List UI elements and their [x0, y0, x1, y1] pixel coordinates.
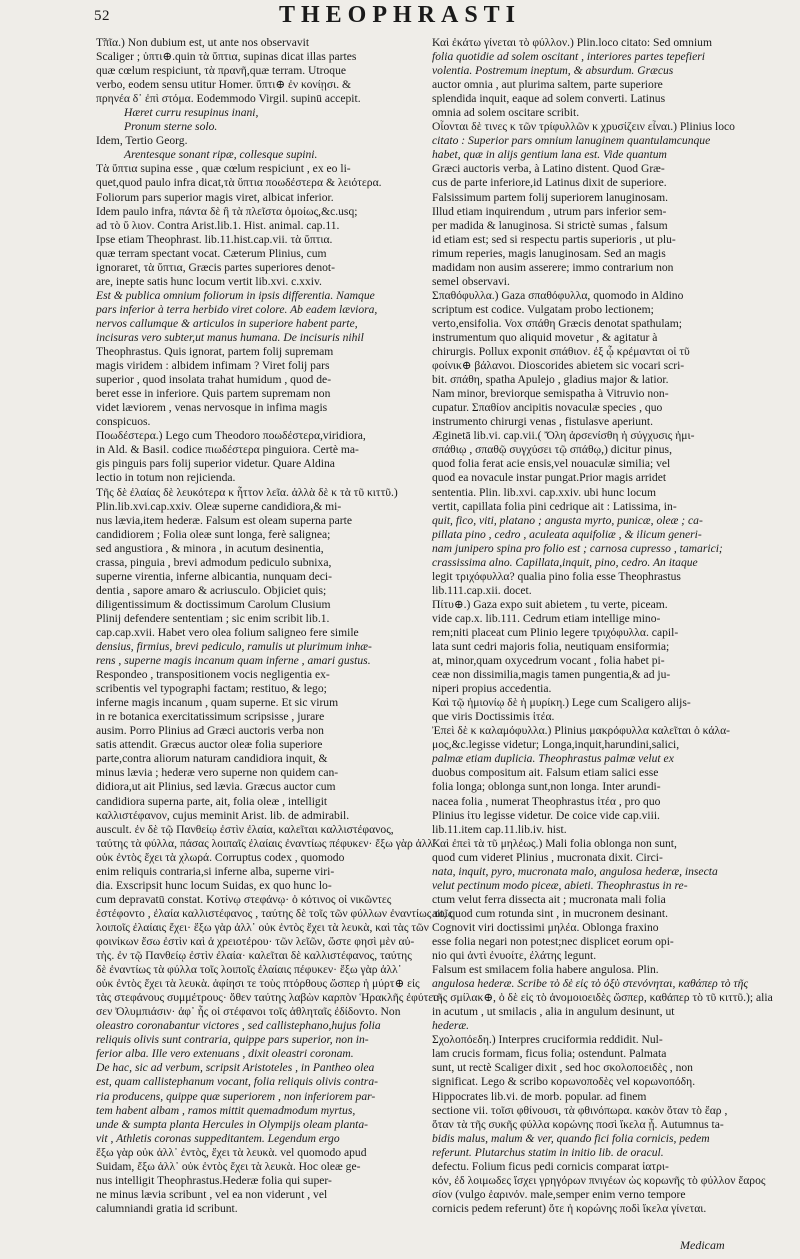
- text-line: Græci auctoris verba, à Latino distent. Quod Græ-: [432, 162, 665, 176]
- text-line: quæ terram spectant vocat. Cæterum Plinius, cum: [96, 246, 327, 260]
- page-header: [0, 0, 800, 40]
- text-line: volentia. Postremum ineptum, & absurdum. Græcus: [432, 64, 674, 78]
- text-line: crassissima alno. Capillata,inquit, pino, cedro. An itaque: [432, 555, 698, 569]
- text-line: velut pectinum modo piceæ, abieti. Theophrastus in re-: [432, 878, 688, 892]
- catchword: Medicam: [680, 1238, 725, 1252]
- text-line: τὰς στεφάνους συμμέτρους· ὅθεν ταύτης λαβὼν καρπὸν Ἡρακλῆς ἐφύτευ-: [96, 991, 443, 1005]
- text-line: incisuras vero subter,ut manus humana. De incisuris nihil: [96, 330, 364, 344]
- text-line: in Ald. & Basil. codice πιωδέστερα pinguiora. Certè ma-: [96, 443, 359, 457]
- text-line: instrumentum quo aliquid movetur , & agitatur à: [432, 330, 658, 344]
- text-line: Πίτυ⊕.) Gaza expo suit abietem , tu verte, piceam.: [432, 597, 668, 611]
- text-line: videt læviorem , venas nervosque in infima magis: [96, 401, 328, 415]
- text-line: bidis malus, malum & ver, quando fici folia cornicis, pedem: [432, 1131, 710, 1145]
- text-line: ceæ non dissimilia,magis tamen pungentia,& ad ju-: [432, 668, 671, 682]
- text-line: Falsissimum partem folij superiorem lanuginosam.: [432, 190, 669, 204]
- text-line: Τῆς δὲ ἐλαίας δὲ λευκότερα κ ἧττον λεῖα. ἀλλὰ δὲ κ τὰ τῦ κιττῦ.): [96, 485, 398, 499]
- text-line: Cognovit viri doctissimi μηλέα. Oblonga fraxino: [432, 920, 659, 934]
- text-line: rimum reperies, magis lanuginosam. Sed an magis: [432, 246, 666, 260]
- text-line: Plin.lib.xvi.cap.xxiv. Oleæ superne candidiora,& mi-: [96, 499, 342, 513]
- text-line: esse folia negari non potest;nec displicet eorum opi-: [432, 935, 674, 948]
- text-line: Pronum sterne solo.: [124, 120, 218, 134]
- text-line: folia longa; oblonga sunt,non longa. Inter arundi-: [432, 780, 661, 794]
- text-line: οὐκ ἐντὸς ἔχει τὰ λευκὰ. ἀφίησι τε τοὺς πτόρθους ὥσπερ ἡ μύρτ⊕ εἰς: [96, 977, 420, 991]
- text-line: omnia ad solem oscitare scribit.: [432, 106, 580, 120]
- text-line: ad τὸ ὕ λιον. Contra Arist.lib.1. Hist. animal. cap.11.: [96, 218, 340, 232]
- running-head: THEOPHRASTI: [278, 2, 522, 28]
- text-line: per madida & lanuginosa. Si strictè sumas , falsum: [432, 218, 668, 232]
- text-line: οὐκ ἐντὸς ἔχει τὰ χλωρά. Corruptus codex , quomodo: [96, 850, 345, 864]
- text-line: verto,ensifolia. Vox σπάθη Græcis denotat spathulam;: [432, 316, 682, 330]
- text-line: duobus compositum ait. Falsum etiam salici esse: [432, 766, 659, 780]
- text-line: Arentesque sonant ripæ, collesque supini.: [124, 148, 318, 162]
- text-line: ἔξω γὰρ οὐκ ἀλλ᾽ ἐντὸς, ἔχει τὰ λευκὰ. vel quomodo apud: [96, 1145, 367, 1159]
- text-line: ait, quod cum rotunda sint , in mucronem desinant.: [432, 906, 669, 920]
- text-line: vide cap.x. lib.111. Cedrum etiam intellige mino-: [432, 611, 661, 625]
- text-line: ne minus lævia scribunt , vel ea non viderunt , vel: [96, 1187, 328, 1201]
- text-line: Foliorum pars superior magis viret, albicat inferior.: [96, 190, 334, 204]
- text-line: Illud etiam inquirendum , utrum pars inferior sem-: [432, 204, 667, 218]
- text-line: Theophrastus. Quis ignorat, partem folij supremam: [96, 345, 334, 359]
- text-line: τῆς σμίλακ⊕, ὁ δὲ εἰς τὸ ἀνομοιοειδὲς ὥσπερ, καθάπερ τὸ τῦ κιττῦ.); alia: [432, 991, 773, 1005]
- text-line: De hac, sic ad verbum, scripsit Aristoteles , in Pantheo olea: [96, 1061, 375, 1075]
- text-line: citato : Superior pars omnium lanuginem quantulamcunque: [432, 134, 711, 148]
- text-line: sunt, ut rectè Scaliger dixit , sed hoc σκολοποειδὲς , non: [432, 1061, 693, 1075]
- text-line: cupatur. Σπαθίον ancipitis novaculæ species , quo: [432, 401, 663, 415]
- text-line: instrumento chirurgi venas , fistulasve aperiunt.: [432, 415, 653, 429]
- text-line: Suidam, ἔξω ἀλλ᾽ οὐκ ἐντὸς ἔχει τὰ λευκὰ. Hoc oleæ ge-: [96, 1159, 361, 1173]
- text-line: Scaliger ; ὑπτι⊕.quin τὰ ὕπτια, supinas dicat illas partes: [96, 50, 357, 64]
- text-line: nam junipero spina pro folio est ; carnosa cupresso , tamarici;: [432, 541, 723, 555]
- text-line: bit. σπάθη, spatha Apulejo , gladius major & latior.: [432, 373, 669, 387]
- text-line: tem habent albam , ramos mittit quemadmodum myrtus,: [96, 1103, 356, 1117]
- text-line: ria producens, quippe quæ superiorem , non inferiorem par-: [96, 1089, 376, 1103]
- text-line: ausim. Porro Plinius ad Græci auctoris verba non: [96, 724, 324, 738]
- text-line: Æginetā lib.vi. cap.vii.( Ὄλη ἀρσενίσθη ἡ σύγχυσις ἡμι-: [432, 429, 695, 443]
- text-line: nacea folia , numerat Theophrastus ἰτέα , pro quo: [432, 794, 661, 808]
- text-line: dentia , sapore amaro & acriusculo. Objiciet quis;: [96, 583, 327, 597]
- text-line: conspicuos.: [96, 415, 151, 429]
- text-line: Nam minor, breviorque semispatha à Vitruvio non-: [432, 387, 669, 401]
- text-line: σπάθιῳ , σπαθῷ συγχύσει τῷ σπάθῳ,) dicitur pinus,: [432, 443, 672, 457]
- text-line: niperi propius accedentia.: [432, 682, 552, 696]
- text-line: quæ cœlum respiciunt, τὰ πρανῆ,quæ terram. Utroque: [96, 64, 347, 78]
- text-line: τὴς. ἐν τῷ Πανθείῳ ἐστὶν ἐλαία· καλεῖται δὲ καλλιστέφανος, ταύτης: [96, 949, 412, 963]
- text-line: sed angustiora , & minora , in acutum desinentia,: [96, 541, 324, 555]
- text-line: rens , superne magis incanum quam inferne , amari gustus.: [96, 654, 371, 668]
- text-line: quod cum videret Plinius , mucronata dixit. Circi-: [432, 850, 663, 864]
- text-line: Καὶ τῷ ἡμιονίῳ δὲ ἡ μυρίκη.) Lege cum Scaligero alijs-: [432, 696, 691, 710]
- text-line: crassa, pinguia , brevi admodum pediculo subnixa,: [96, 555, 332, 569]
- text-line: sectione vii. τοῖσι φθίνουσι, τὰ φθινόπωρα. κακὸν ὅταν τὸ ἔαρ ,: [432, 1103, 728, 1117]
- text-line: splendida inquit, eaque ad solem converti. Latinus: [432, 92, 666, 106]
- text-line: at, minor,quam oxycedrum vocant , folia habet pi-: [432, 654, 665, 668]
- text-line: habet, quæ in alijs gentium lana est. Vide quantum: [432, 148, 667, 162]
- text-line: ferior alba. Ille vero extenuans , dixit oleastri coronam.: [96, 1047, 354, 1061]
- text-line: Ἐπεὶ δὲ κ καλαμόφυλλα.) Plinius μακρόφυλλα καλεῖται ὁ κάλα-: [432, 724, 731, 738]
- text-line: lectio in totum non rejicienda.: [96, 471, 236, 485]
- text-line: ignoraret, τὰ ὕπτια, Græcis partes superiores denot-: [96, 260, 336, 274]
- text-line: Τὰ ὕπτια supina esse , quæ cœlum respiciunt , ex eo li-: [96, 162, 351, 176]
- text-line: folia quotidie ad solem oscitant , interiores partes tepefieri: [432, 50, 705, 64]
- text-line: oleastro coronabantur victores , sed callistephano,hujus folia: [96, 1019, 381, 1033]
- text-line: didiora,ut ait Plinius, sed lævia. Græcus auctor cum: [96, 780, 336, 794]
- text-line: que viris Doctissimis ἰτέα.: [432, 710, 555, 724]
- text-line: Falsum est smilacem folia habere angulosa. Plin.: [432, 963, 659, 977]
- text-line: auctor omnia , aut plurima saltem, parte superiore: [432, 78, 663, 92]
- text-line: inferne magis incanum , quam superne. Et sic virum: [96, 696, 339, 710]
- text-line: sententia. Plin. lib.xvi. cap.xxiv. ubi hunc locum: [432, 485, 657, 499]
- text-line: palmæ etiam duplicia. Theophrastus palmæ velut ex: [432, 752, 674, 766]
- text-line: scriptum est codice. Vulgatam probo lectionem;: [432, 302, 654, 316]
- text-line: ταύτης τὰ φύλλα, πάσας λοιπαῖς ἐλαίαις ἐναντίως πέφυκεν· ἔξω γὰρ ἀλλ᾽: [96, 836, 437, 850]
- text-line: cus de parte inferiore,id Latinus dixit de superiore.: [432, 176, 667, 190]
- text-line: Hippocrates lib.vi. de morb. popular. ad finem: [432, 1089, 647, 1103]
- text-line: ἐστέφοντο , ἐλαία καλλιστέφανος , ταύτης δὲ τοῖς τῶν φύλλων ἐναντίως τοῖς: [96, 906, 453, 920]
- text-line: σίον (vulgo ἑαρινόν. male,semper enim verno tempore: [432, 1187, 686, 1201]
- text-line: quod ea novacule instar pungat.Prior magis arridet: [432, 471, 667, 485]
- text-line: enim reliquis contraria,si inferne alba, superne viri-: [96, 864, 335, 878]
- text-line: Καὶ ἐκάτω γίνεται τὸ φύλλον.) Plin.loco citato: Sed omnium: [432, 36, 712, 49]
- text-line: unde & sumpta planta Hercules in Olympijs oleam planta-: [96, 1117, 368, 1131]
- text-line: candidiora superna parte, ait, folia oleæ , intelligit: [96, 794, 328, 808]
- text-line: nata, inquit, pyro, mucronata malo, angulosa hederæ, insecta: [432, 864, 718, 878]
- text-line: densius, firmius, brevi pediculo, ramulis ut plurimum inhæ-: [96, 640, 372, 654]
- text-line: id etiam est; sed si respectu partis superioris , ut plu-: [432, 232, 676, 246]
- text-line: referunt. Plutarchus statim in initio lib. de oracul.: [432, 1145, 664, 1159]
- text-line: Σπαθόφυλλα.) Gaza σπαθόφυλλα, quomodo in Aldino: [432, 288, 684, 302]
- text-line: semel observavi.: [432, 274, 510, 288]
- text-line: Hæret curru resupinus inani,: [124, 106, 259, 120]
- text-line: diligentissimum & doctissimum Carolum Clusium: [96, 597, 331, 611]
- text-line: dia. Exscripsit hunc locum Suidas, ex quo hunc lo-: [96, 878, 332, 892]
- text-line: Est & publica omnium foliorum in ipsis differentia. Namque: [96, 288, 375, 302]
- text-line: πρηνέα δ᾽ ἐπὶ στόμα. Eodemmodo Virgil. supinū accepit.: [96, 92, 361, 106]
- text-line: Idem paulo infra, πάντα δὲ ἢ τὰ πλεῖστα ὁμοίως,&c.usq;: [96, 204, 358, 218]
- text-line: ctum velut ferra dissecta ait ; mucronata mali folia: [432, 892, 666, 906]
- text-line: madidam non ausim asserere; immo contrarium non: [432, 260, 674, 274]
- text-line: verbo, eodem sensu utitur Homer. ὕπτι⊕ ἐν κονίῃσι. &: [96, 78, 352, 92]
- text-line: nio qui ἀντὶ ἐνυοίτε, ἐλάτης legunt.: [432, 949, 597, 963]
- text-line: σεν Ὀλυμπιάσιν· ἀφ᾽ ἧς οἱ στέφανοι τοῖς ἀθληταῖς ἐδίδοντο. Non: [96, 1005, 401, 1019]
- text-line: φοινίκων ἔσω ἐστὶν καὶ ἀ χρειοτέρου· τῶν λεῖῶν, ὥστε φησὶ μὲν αὐ-: [96, 935, 415, 948]
- text-line: Plinij defendere sententiam ; sic enim scribit lib.1.: [96, 611, 330, 625]
- text-line: pars inferior à terra herbido viret colore. Ab eadem læviora,: [96, 302, 378, 316]
- text-line: cornicis pedem referunt) ὅτε ἡ κορώνης ποδὶ ἴκελα γίνεται.: [432, 1201, 707, 1215]
- text-line: nervos callumque & articulos in superiore habent parte,: [96, 316, 358, 330]
- text-line: parte,contra aliorum naturam candidiora inquit, &: [96, 752, 328, 766]
- text-line: κόν, ἐδ λοιμωδες ἴσχει γρηγόρων πνιγέων ὡς κορωνῆς τὸ φύλλον ἔαρος: [432, 1173, 766, 1187]
- text-line: magis viridem : albidem infimam ? Viret folij pars: [96, 359, 330, 373]
- text-line: ὅταν τὰ τῆς συκῆς φύλλα κορώνης ποσὶ ἴκελα ᾖ. Autumnus ta-: [432, 1117, 724, 1131]
- text-line: lib.111.cap.xii. docet.: [432, 583, 532, 597]
- text-line: μος,&c.legisse videtur; Longa,inquit,harundini,salici,: [432, 738, 680, 752]
- text-line: Respondeo , transpositionem vocis negligentia ex-: [96, 668, 330, 682]
- text-line: beret esse in inferiore. Quis partem supremam non: [96, 387, 331, 401]
- text-line: Καὶ ἐπεὶ τὰ τῦ μηλέως.) Mali folia oblonga non sunt,: [432, 836, 677, 850]
- text-line: superior , quod insolata trahat humidum , quod de-: [96, 373, 332, 387]
- text-line: nus intelligit Theophrastus.Hederæ folia qui super-: [96, 1173, 332, 1187]
- text-line: rem;niti placeat cum Plinio legere τριχόφυλλα. capil-: [432, 625, 679, 639]
- text-line: καλλιστέφανον, cujus meminit Arist. lib. de admirabil.: [96, 808, 350, 822]
- text-line: angulosa hederæ. Scribe τὸ δὲ εἰς τὸ ὀξὺ στενόνηται, καθάπερ τὸ τῆς: [432, 977, 749, 991]
- text-line: lata sunt cedri majoris folia, neutiquam ensiformia;: [432, 640, 670, 654]
- text-line: Οἷονται δὲ τινες κ τῶν τρίφυλλῶν κ χρυσίζειν εἶναι.) Plinius loco: [432, 120, 735, 134]
- text-line: gis pinguis pars folij superior videtur. Quare Aldina: [96, 457, 335, 471]
- text-line: minus lævia ; hederæ vero superne non quidem can-: [96, 766, 339, 780]
- text-line: δὲ ἐναντίως τὰ φύλλα τοῖς λοιποῖς ἐλαίαις πέφυκεν· ἔξω γὰρ ἀλλ᾽: [96, 963, 402, 977]
- text-line: scribentis vel typographi factam; restituo, & lego;: [96, 682, 327, 696]
- text-line: are, inepte satis hunc locum vertit lib.xvi. c.xxiv.: [96, 274, 322, 288]
- text-line: Ipse etiam Theophrast. lib.11.hist.cap.vii. τὰ ὕπτια.: [96, 232, 333, 246]
- text-line: candidiorem ; Folia oleæ sunt longa, ferè salignea;: [96, 527, 331, 541]
- text-line: Plinius ἰτυ legisse videtur. De coice vide cap.viii.: [432, 808, 660, 822]
- text-line: in re botanica exercitatissimum scripsisse , jurare: [96, 710, 325, 724]
- text-line: pillata pino , cedro , aculeata aquifoliæ , & ilicum generi-: [432, 527, 702, 541]
- text-line: legit τριχόφυλλα? qualia pino folia esse Theophrastus: [432, 569, 681, 583]
- text-line: quod folia ferat acie ensis,vel nouaculæ similia; vel: [432, 457, 671, 471]
- left-column: [96, 36, 453, 1216]
- text-line: significat. Lego & scribo κορωνοποδὲς vel κορωνοπόδη.: [432, 1075, 696, 1089]
- text-line: hederæ.: [432, 1019, 470, 1033]
- text-line: nus lævia,item hederæ. Falsum est oleam superna parte: [96, 513, 352, 527]
- text-line: φοίνικ⊕ βάλανοι. Dioscorides abietem sic vocari scri-: [432, 359, 685, 373]
- text-line: defectu. Folium ficus pedi cornicis comparat ἰατρι-: [432, 1159, 669, 1173]
- text-line: superne virentia, inferne albicantia, nunquam deci-: [96, 569, 332, 583]
- text-line: Τ̃πῖα.) Non dubium est, ut ante nos observavit: [96, 36, 310, 49]
- text-line: lam crucis formam, ficus folia; ostendunt. Palmata: [432, 1047, 667, 1061]
- right-column: [432, 36, 773, 1216]
- text-line: Σχολοπόεδη.) Interpres cruciformia reddidit. Nul-: [432, 1033, 663, 1047]
- text-line: est, quam callistephanum vocant, folia reliquis olivis contra-: [96, 1075, 378, 1089]
- text-line: reliquis olivis sunt contraria, quippe pars superior, non in-: [96, 1033, 369, 1047]
- text-line: satis attendit. Græcus auctor oleæ folia superiore: [96, 738, 323, 752]
- text-line: chirurgis. Pollux exponit σπάθιον. ἐξ ᾧ κρέμανται οἱ τῦ: [432, 345, 690, 359]
- text-line: Idem, Tertio Georg.: [96, 134, 188, 148]
- page-number: 52: [94, 8, 110, 24]
- text-line: auscult. ἐν δὲ τῷ Πανθείῳ ἐστὶν ἐλαία, καλεῖται καλλιστέφανος,: [96, 822, 394, 836]
- text-line: quit, fico, viti, platano ; angusta myrto, punicæ, oleæ ; ca-: [432, 513, 703, 527]
- text-line: quet,quod paulo infra dicat,τὰ ὕπτια ποωδέστερα & λειότερα.: [96, 176, 382, 190]
- text-line: Ποωδέστερα.) Lego cum Theodoro ποωδέστερα,viridiora,: [96, 429, 366, 443]
- text-line: calumniandi gratia id scribunt.: [96, 1201, 238, 1215]
- text-line: lib.11.item cap.11.lib.iv. hist.: [432, 822, 567, 836]
- text-line: cum depravatū constat. Κοτίνῳ στεφάνῳ· ὁ κότινος οἱ νικῶντες: [96, 892, 392, 906]
- text-line: vit , Athletis coronas suppeditantem. Legendum ergo: [96, 1131, 340, 1145]
- text-line: λοιποῖς ἐλαίαις ἔχει· ἔξω γὰρ ἀλλ᾽ οὐκ ἐντὸς ἔχει τὰ λευκὰ, καὶ τὰς τῶν: [96, 920, 429, 934]
- text-line: in acutum , ut smilacis , alia in angulum desinunt, ut: [432, 1005, 675, 1019]
- text-line: vertit, capillata folia pini cedrique ait : Latissima, in-: [432, 499, 677, 513]
- text-line: cap.cap.xvii. Habet vero olea folium saligneo fere simile: [96, 625, 359, 639]
